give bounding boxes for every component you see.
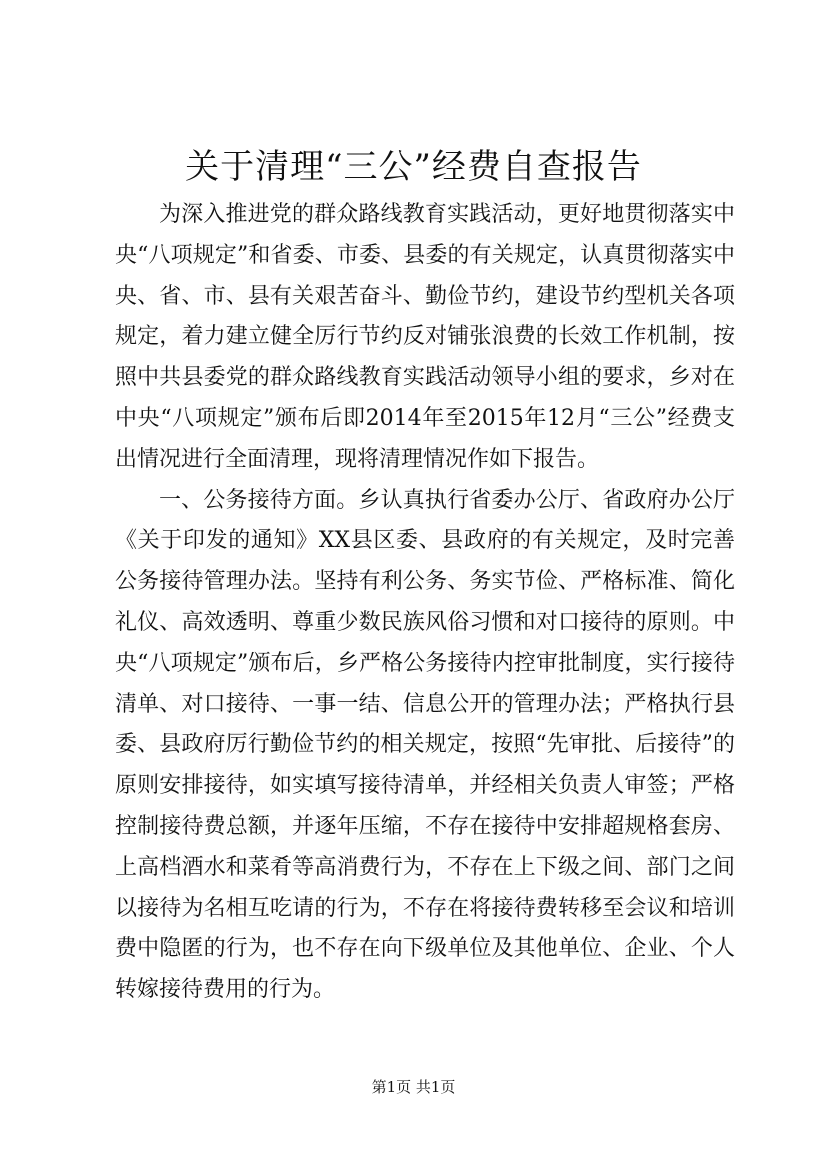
- page-footer: 第1页 共1页: [371, 1078, 456, 1096]
- paragraph-intro: 为深入推进党的群众路线教育实践活动，更好地贯彻落实中央“八项规定”和省委、市委、县委的有关规定，认真贯彻落实中央、省、市、县有关艰苦奋斗、勤俭节约，建设节约型机关各项规定，着力建立健全厉行节约反对铺张浪费的长效工作机制，按照中共县委党的群众路线教育实践活动领导小组的要求，乡对在中央“八项规定”颁布后即2014年至2015年12月“三公”经费支出情况进行全面清理，现将清理情况作如下报告。: [115, 202, 735, 472]
- document-title: 关于清理“三公”经费自查报告: [185, 147, 642, 187]
- paragraph-official-reception: 一、公务接待方面。乡认真执行省委办公厅、省政府办公厅《关于印发的通知》XX县区委、县政府的有关规定，及时完善公务接待管理办法。坚持有利公务、务实节俭、严格标准、简化礼仪、高效透明、尊重少数民族风俗习惯和对口接待的原则。中央“八项规定”颁布后，乡严格公务接待内控审批制度，实行接待清单、对口接待、一事一结、信息公开的管理办法；严格执行县委、县政府厉行勤俭节约的相关规定，按照“先审批、后接待”的原则安排接待，如实填写接待清单，并经相关负责人审签；严格控制接待费总额，并逐年压缩，不存在接待中安排超规格套房、上高档酒水和菜肴等高消费行为，不存在上下级之间、部门之间以接待为名相互吃请的行为，不存在将接待费转移至会议和培训费中隐匿的行为，也不存在向下级单位及其他单位、企业、个人转嫁接待费用的行为。: [115, 487, 735, 1003]
- document-body: [115, 195, 735, 1011]
